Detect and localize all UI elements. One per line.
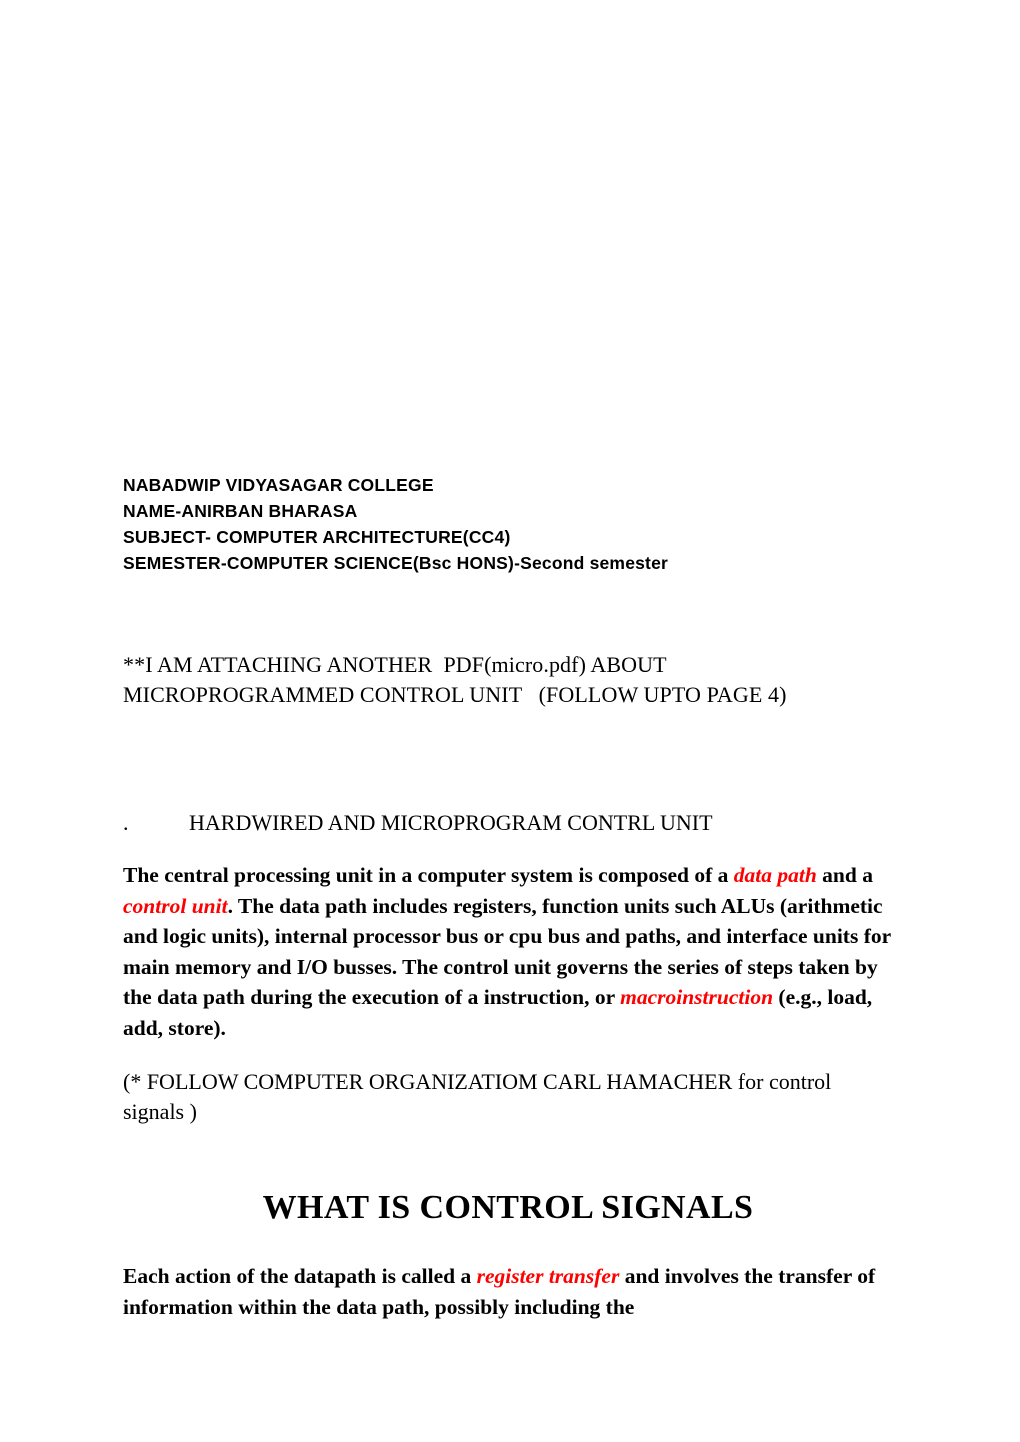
paragraph-3-part-1: Each action of the datapath is called a bbox=[123, 1264, 477, 1288]
section-title: . HARDWIRED AND MICROPROGRAM CONTRL UNIT bbox=[123, 810, 713, 835]
header-line-name: NAME-ANIRBAN BHARASA bbox=[123, 501, 358, 521]
paragraph-1-part-1: The central processing unit in a computer system is composed of a bbox=[123, 863, 734, 887]
header-line-subject: SUBJECT- COMPUTER ARCHITECTURE(CC4) bbox=[123, 527, 511, 547]
spacer bbox=[123, 1127, 893, 1187]
spacer bbox=[123, 576, 893, 650]
spacer bbox=[123, 1043, 893, 1067]
header-line-semester: SEMESTER-COMPUTER SCIENCE(Bsc HONS)-Second semester bbox=[123, 553, 669, 573]
paragraph-reference-note: (* FOLLOW COMPUTER ORGANIZATIOM CARL HAMACHER for control signals ) bbox=[123, 1069, 832, 1124]
paragraph-1-emphasis-macroinstruction: macroinstruction bbox=[620, 985, 774, 1009]
paragraph-register-transfer bbox=[123, 1261, 893, 1322]
heading-what-is-control-signals: WHAT IS CONTROL SIGNALS bbox=[262, 1189, 754, 1226]
spacer bbox=[123, 1229, 893, 1261]
header-line-college: NABADWIP VIDYASAGAR COLLEGE bbox=[123, 475, 434, 495]
paragraph-1-part-2: and a bbox=[816, 863, 873, 887]
paragraph-1-part-3: . The data path includes registers, function units such ALUs (arithmetic and logic units), internal processor bus or cpu bus and paths, and interface units for main memory and I/O busses. The control unit governs the series of steps taken by the data path during the execution of a instruction, or bbox=[123, 893, 891, 1009]
header-block bbox=[123, 472, 893, 576]
paragraph-3-emphasis-register-transfer: register transfer bbox=[476, 1264, 620, 1288]
attachment-note bbox=[123, 650, 893, 710]
attachment-note-line-2: MICROPROGRAMMED CONTROL UNIT (FOLLOW UPTO PAGE 4) bbox=[123, 682, 787, 707]
document-content bbox=[123, 472, 893, 1322]
paragraph-cpu-description bbox=[123, 860, 893, 1043]
paragraph-1-part-4: (e.g., load, add, store). bbox=[123, 985, 873, 1040]
paragraph-3-part-2: and involves the transfer of information within the data path, possibly including the bbox=[123, 1264, 876, 1319]
spacer bbox=[123, 838, 893, 860]
paragraph-1-emphasis-control-unit: control unit bbox=[123, 893, 228, 918]
spacer bbox=[123, 710, 893, 808]
paragraph-1-emphasis-data-path: data path bbox=[733, 863, 817, 887]
attachment-note-line-1: **I AM ATTACHING ANOTHER PDF(micro.pdf) ABOUT bbox=[123, 652, 667, 677]
